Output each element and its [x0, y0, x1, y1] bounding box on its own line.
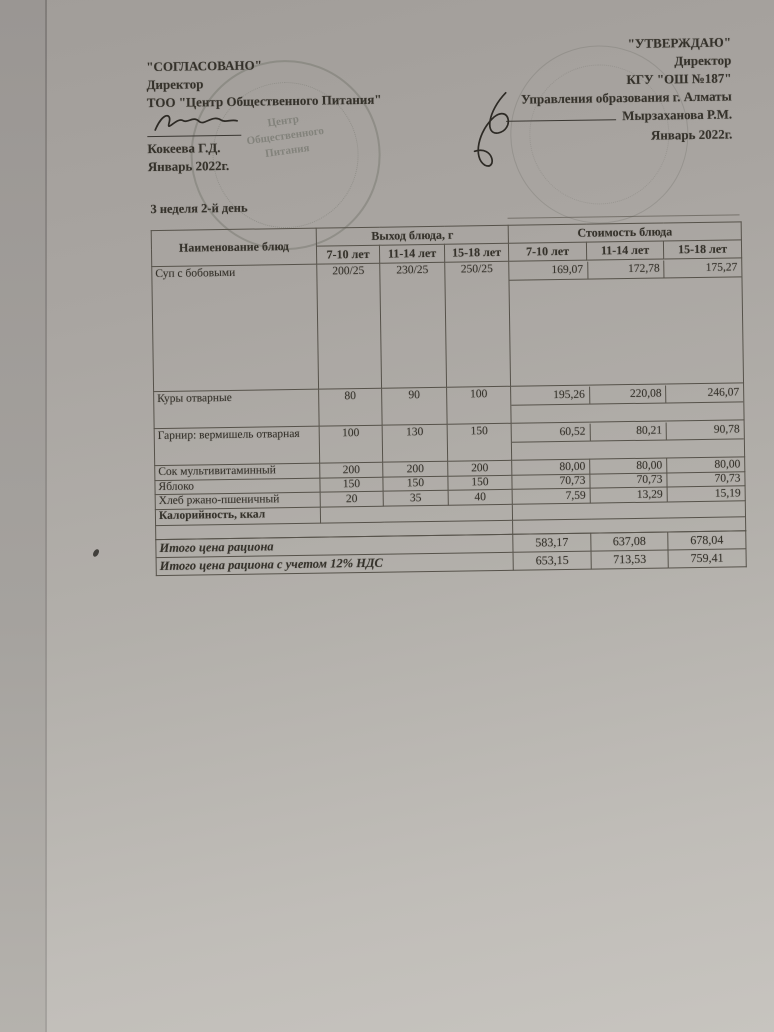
total-value: 583,17: [513, 533, 591, 552]
total-value: 653,15: [513, 551, 591, 570]
stamp-text-line: Центр: [266, 113, 300, 130]
approval-left-date: Январь 2022г.: [147, 157, 230, 175]
approval-left-org: ТОО "Центр Общественного Питания": [146, 91, 382, 111]
cell-price: 7,59: [512, 488, 590, 504]
menu-day-title: 3 неделя 2-й день: [150, 200, 248, 217]
header-output-group: Выход блюда, г: [316, 225, 508, 246]
approval-right-title: "УТВЕРЖДАЮ": [627, 34, 732, 52]
cell-price: 13,29: [590, 487, 667, 503]
cell-price: 90,78: [666, 421, 744, 439]
cell-price: 220,08: [589, 385, 666, 403]
ink-speck: [92, 548, 100, 557]
cell-price: 60,52: [559, 425, 586, 439]
cell-price: 80,00: [512, 459, 590, 475]
cell-price: 70,73: [512, 474, 590, 490]
approval-right-org2: Управления образования г. Алматы: [520, 88, 732, 107]
cell-price: 175,27: [664, 259, 742, 277]
cell-price: 70,73: [590, 472, 667, 488]
approval-left-name: Кокеева Г.Д.: [147, 140, 221, 157]
cell-price: 70,73: [667, 471, 745, 487]
cell-dish-name: Хлеб ржано-пшеничный: [155, 492, 320, 509]
approval-right-block: [401, 33, 733, 148]
cell-dish-name: Куры отварные: [154, 389, 320, 428]
cell-portion: 100: [319, 425, 383, 463]
cell-portion: 200: [320, 462, 383, 477]
price-strip: [511, 384, 743, 405]
total-value: 713,53: [591, 550, 668, 569]
header-age: 11-14 лет: [379, 244, 444, 263]
cell-dish-name: Яблоко: [155, 478, 320, 495]
cell-price: 15,19: [667, 486, 745, 502]
total-value: 759,41: [668, 549, 746, 568]
approval-right-role: Директор: [674, 52, 732, 69]
cell-portion: 20: [320, 491, 383, 506]
header-age: 7-10 лет: [316, 245, 379, 264]
total-value: 678,04: [668, 531, 746, 550]
cell-portion: 150: [448, 475, 512, 490]
cell-price: 246,07: [665, 384, 743, 402]
stamp-text-line: Общественного: [245, 124, 325, 148]
header-age: 15-18 лет: [444, 243, 508, 262]
header-age: 7-10 лет: [508, 242, 586, 261]
header-dish-name: Наименование блюд: [151, 228, 317, 266]
total-value: 637,08: [591, 532, 668, 551]
cell-price: 80,21: [589, 422, 666, 440]
signature-area-left: [147, 111, 243, 140]
cell-price-group: [511, 383, 745, 423]
cell-price: 80,00: [667, 457, 745, 473]
approval-right-date: Январь 2022г.: [650, 126, 733, 143]
cell-price: 172,78: [587, 261, 664, 279]
cell-portion: 90: [382, 387, 448, 425]
totals-table: [155, 530, 746, 576]
approval-right-name: Мырзаханова Р.М.: [622, 106, 733, 124]
cell-portion: 200: [448, 460, 512, 475]
signature-left-icon: [149, 105, 249, 138]
cell-dish-name: Сок мультивитаминный: [155, 463, 320, 480]
approval-left-role: Директор: [146, 76, 204, 93]
menu-table: [151, 221, 747, 539]
cell-portion: 40: [448, 489, 512, 504]
cell-price-group: [511, 420, 745, 460]
cell-portion: 150: [447, 423, 512, 461]
stamp-text-line: Питания: [264, 141, 311, 160]
cell-portion: 230/25: [380, 262, 447, 388]
cell-portion: 80: [319, 388, 383, 426]
approval-right-org: КГУ "ОШ №187": [626, 70, 732, 88]
cell-price: 195,26: [553, 388, 585, 402]
cell-portion: 150: [383, 476, 448, 491]
approval-left-title: "СОГЛАСОВАНО": [146, 57, 263, 75]
price-strip: [509, 259, 741, 280]
header-age: 15-18 лет: [663, 240, 741, 259]
cell-portion: 130: [382, 424, 448, 462]
total-label: Итого цена рациона с учетом 12% НДС: [156, 552, 513, 575]
cell-portion: 100: [447, 386, 512, 424]
header-age: 11-14 лет: [586, 241, 663, 260]
cell-portion: 200: [383, 461, 448, 476]
price-strip: [512, 421, 744, 442]
cell-dish-name: Гарнир: вермишель отварная: [154, 426, 320, 465]
cell-dish-name: Суп с бобовыми: [152, 264, 319, 391]
cell-price: 169,07: [551, 263, 584, 277]
header-cost-group: Стоимость блюда: [508, 222, 741, 243]
cell-portion: 200/25: [317, 263, 382, 389]
cell-portion: 35: [383, 490, 448, 505]
cell-price-group: [509, 258, 744, 386]
cell-portion: 250/25: [445, 261, 511, 387]
cell-price: 80,00: [590, 458, 667, 474]
total-label: Итого цена рациона: [156, 534, 513, 557]
signature-line: [506, 119, 616, 122]
cell-portion: 150: [320, 477, 383, 492]
table-row: [152, 258, 744, 392]
cell-calories-label: Калорийность, ккал: [155, 507, 320, 525]
